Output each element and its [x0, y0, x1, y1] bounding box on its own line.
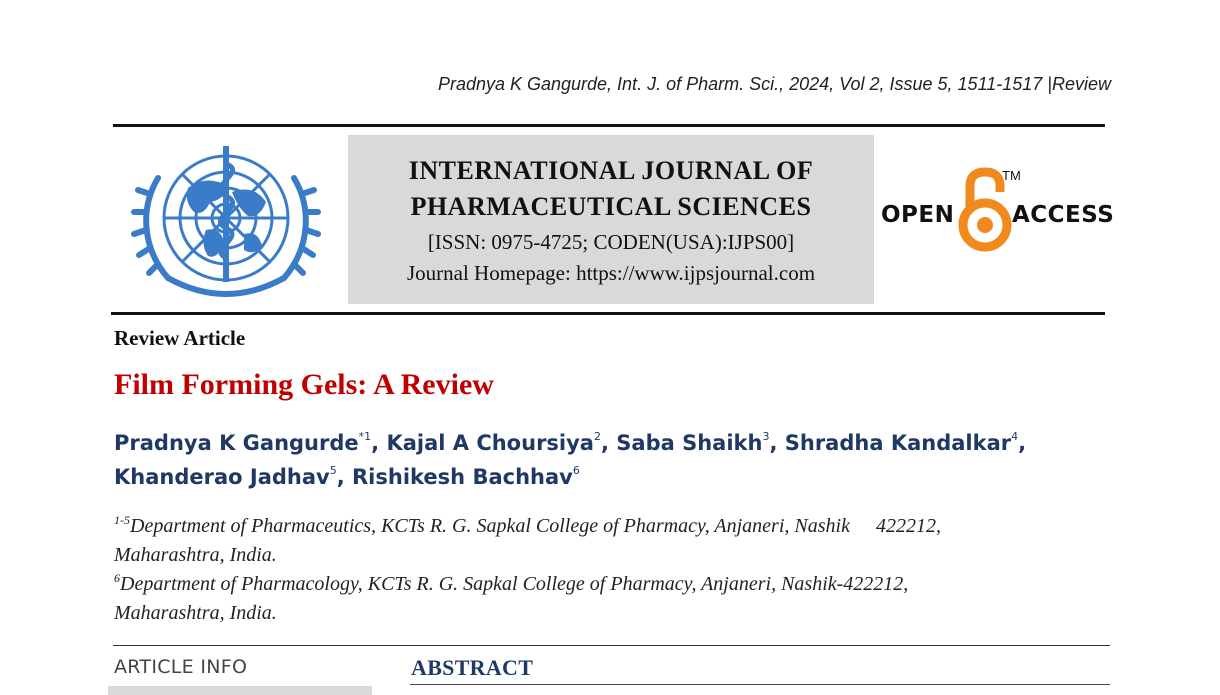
author[interactable]: Shradha Kandalkar	[784, 431, 1012, 455]
abstract-rule	[410, 684, 1110, 685]
affiliation-postcode: 422212,	[875, 515, 941, 537]
affiliation-line: Maharashtra, India.	[114, 544, 277, 566]
author-affiliation-marker: 5	[329, 464, 337, 477]
open-access-access-text: ACCESS	[1012, 202, 1115, 228]
author-affiliation-marker: *1	[358, 430, 372, 443]
open-access-tm: TM	[1002, 168, 1021, 183]
author-separator: ,	[371, 431, 387, 455]
author[interactable]: Saba Shaikh	[616, 431, 763, 455]
article-title: Film Forming Gels: A Review	[114, 368, 494, 401]
journal-banner	[348, 135, 874, 304]
author-affiliation-marker: 4	[1011, 430, 1019, 443]
article-info-panel	[108, 686, 372, 695]
affiliation-line: Department of Pharmaceutics, KCTs R. G. Sapkal College of Pharmacy, Anjaneri, Nashik	[130, 515, 850, 537]
author-affiliation-marker: 6	[572, 464, 580, 477]
running-head: Pradnya K Gangurde, Int. J. of Pharm. Sci., 2024, Vol 2, Issue 5, 1511-1517 |Review	[437, 74, 1111, 94]
journal-title-line1: INTERNATIONAL JOURNAL OF	[408, 156, 814, 185]
author[interactable]: Rishikesh Bachhav	[352, 465, 573, 489]
affiliation-line: Department of Pharmacology, KCTs R. G. Sapkal College of Pharmacy, Anjaneri, Nashik-422212,	[120, 573, 909, 595]
affiliation	[114, 570, 1074, 628]
journal-issn: [ISSN: 0975-4725; CODEN(USA):IJPS00]	[427, 230, 795, 254]
author[interactable]: Khanderao Jadhav	[114, 465, 330, 489]
author-list	[114, 426, 1114, 494]
header-bottom-rule	[111, 312, 1105, 315]
affiliation	[114, 512, 1074, 570]
author[interactable]: Kajal A Choursiya	[386, 431, 594, 455]
article-type: Review Article	[114, 326, 246, 350]
author-separator: ,	[769, 431, 785, 455]
journal-title	[348, 153, 874, 225]
affiliation-marker: 6	[114, 571, 120, 585]
author-affiliation-marker: 2	[593, 430, 601, 443]
author-separator: ,	[600, 431, 617, 455]
who-emblem-icon	[128, 138, 324, 306]
author-affiliation-marker: 3	[762, 430, 770, 443]
affiliation-marker: 1-5	[114, 513, 130, 527]
article-info-heading: ARTICLE INFO	[114, 656, 248, 678]
open-access-logo	[878, 166, 1115, 252]
author-separator: ,	[1018, 431, 1027, 455]
open-access-open-text: OPEN	[881, 202, 955, 228]
section-divider	[113, 645, 1110, 646]
journal-title-line2: PHARMACEUTICAL SCIENCES	[410, 192, 812, 221]
abstract-heading: ABSTRACT	[411, 655, 534, 680]
author[interactable]: Pradnya K Gangurde	[114, 431, 359, 455]
journal-homepage[interactable]: Journal Homepage: https://www.ijpsjournal.com	[406, 261, 816, 285]
header-top-rule	[113, 124, 1105, 127]
author-separator: ,	[336, 465, 353, 489]
affiliation-line: Maharashtra, India.	[114, 602, 277, 624]
